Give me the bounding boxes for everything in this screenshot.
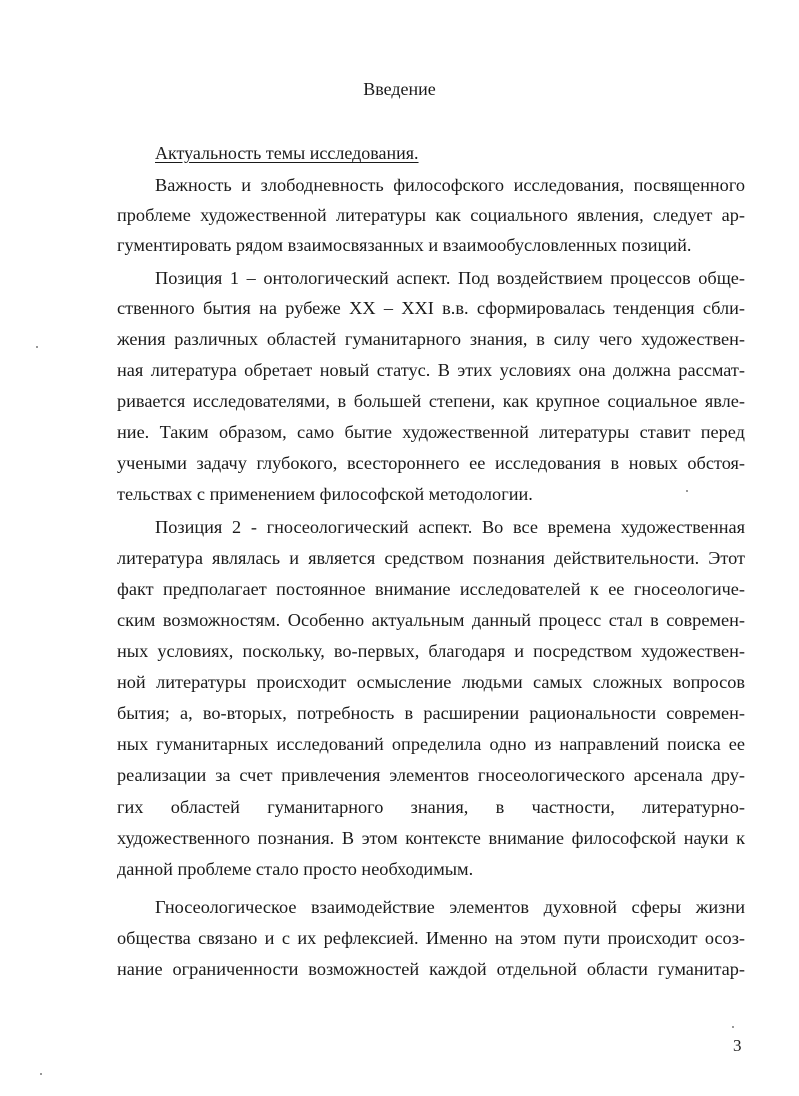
text-line: ским возможностям. Особенно актуальным данный процесс стал в современ-: [117, 610, 745, 630]
text-line: учеными задачу глубокого, всестороннего ее исследования в новых обстоя-: [117, 453, 745, 473]
text-line: ная литература обретает новый статус. В этих условиях она должна рассмат-: [117, 360, 745, 380]
page-number: 3: [733, 1036, 742, 1055]
text-line: Позиция 2 - гносеологический аспект. Во все времена художественная: [155, 517, 745, 537]
text-line: жения различных областей гуманитарного знания, в силу чего художествен-: [117, 329, 745, 349]
scan-speck: [36, 346, 38, 348]
text-line: тельствах с применением философской методологии.: [117, 484, 533, 504]
scan-speck: [686, 490, 688, 492]
text-line: Важность и злободневность философского исследования, посвященного: [155, 175, 745, 195]
text-line: ных условиях, поскольку, во-первых, благодаря и посредством художествен-: [117, 641, 745, 661]
text-line: ственного бытия на рубеже XX – XXI в.в. сформировалась тенденция сбли-: [117, 298, 745, 318]
text-line: проблеме художественной литературы как социального явления, следует ар-: [117, 205, 745, 225]
text-line: Позиция 1 – онтологический аспект. Под воздействием процессов обще-: [155, 268, 745, 288]
text-line: ние. Таким образом, само бытие художественной литературы ставит перед: [117, 422, 745, 442]
section-subheading: Актуальность темы исследования.: [155, 143, 419, 163]
text-line: литература являлась и является средством познания действительности. Этот: [117, 548, 745, 568]
text-line: гументировать рядом взаимосвязанных и взаимообусловленных позиций.: [117, 235, 692, 255]
text-line: Гносеологическое взаимодействие элементов духовной сферы жизни: [155, 897, 745, 917]
text-line: общества связано и с их рефлексией. Именно на этом пути происходит осоз-: [117, 928, 745, 948]
text-line: гих областей гуманитарного знания, в частности, литературно-: [117, 797, 745, 817]
text-line: реализации за счет привлечения элементов гносеологического арсенала дру-: [117, 765, 745, 785]
scan-speck: [732, 1026, 734, 1028]
text-line: бытия; а, во-вторых, потребность в расширении рациональности современ-: [117, 703, 745, 723]
text-line: художественного познания. В этом контексте внимание философской науки к: [117, 828, 745, 848]
text-line: ной литературы происходит осмысление людьми самых сложных вопросов: [117, 672, 745, 692]
text-line: факт предполагает постоянное внимание исследователей к ее гносеологиче-: [117, 579, 745, 599]
scan-speck: [40, 1073, 42, 1075]
page-title: Введение: [363, 79, 436, 99]
text-line: ных гуманитарных исследований определила одно из направлений поиска ее: [117, 734, 745, 754]
text-line: ривается исследователями, в большей степени, как крупное социальное явле-: [117, 391, 745, 411]
text-line: нание ограниченности возможностей каждой отдельной области гуманитар-: [117, 959, 745, 979]
text-line: данной проблеме стало просто необходимым.: [117, 859, 474, 879]
